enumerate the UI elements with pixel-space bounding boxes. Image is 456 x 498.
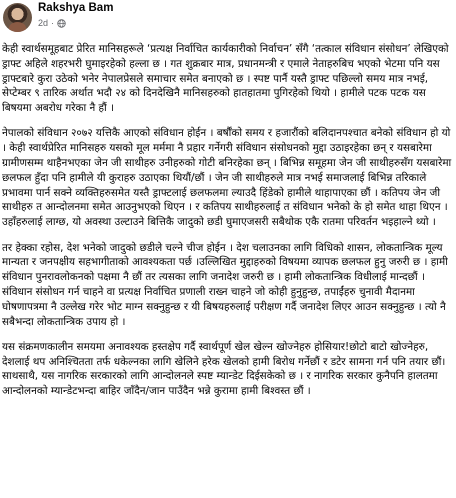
avatar[interactable] bbox=[3, 3, 32, 32]
post-header bbox=[0, 0, 456, 36]
author-name[interactable]: Rakshya Bam bbox=[38, 2, 114, 14]
post-paragraph: तर हेक्का रहोस, देश भनेको जादुको छडीले चल्ने चीज होईन । देश चलाउनका लागि विधिको शासन, लोकतान्त्रिक मूल्य मान्यता र जनपक्षीय सहभागीताको आवश्यकता पर्छ ।उल्लिखित मुद्दाहरुको विषयमा व्यापक छलफल हुनु जरुरी छ । हामी संविधान पुनरावलोकनको पक्षमा नै छौं तर त्यसका लागि जनादेश जरुरी छ । हामी लोकतान्त्रिक विधीलाई मान्दछौं । संविधान संसोधन गर्न चाहने वा प्रत्यक्ष निर्वाचित प्रणाली राख्न चाहने जो कोही हुनुहुन्छ, तपाईंहरु चुनावी मैदानमा घोषणापत्रमा नै उल्लेख गरेर भोट माग्न सक्नुहुन्छ र यी बिषयहरुलाई परीक्षण गर्दै जनादेश लिएर आउन सक्नुहुन्छ । त्यो नै सबैभन्दा लोकतान्त्रिक उपाय हो । bbox=[2, 241, 448, 328]
post-paragraph: नेपालको संविधान २०७२ यत्तिकै आएको संविधान होईन । बर्षौंको समय र हजारौंको बलिदानपश्चात बनेको संविधान हो यो । केही स्वार्थप्रेरित मानिसहरु यसको मूल मर्ममा नै प्रहार गर्नेगरी संविधान संसोधनको मुद्दा उठाइरहेका छन् र यसबारेमा ग्रामीणसम्म थाहैनभएका जेन जी साथीहरु उनीहरुको गोटी बनिरहेका छन् । बिभिन्न समूहमा जेन जी साथीहरुसँग यसबारेमा छलफल हुँदा पनि हामीले यी कुराहरु उठाएका थियौं/छौं । जेन जी साथीहरुले मात्र नभई समाजलाई बिभिन्न तरिकाले प्रभावमा पार्न सक्ने व्यक्तिहरुसमेत यस्तै ड्राफ्टलाई छलफलमा ल्याउदै हिंडेको हामीले थाहापाएका छौं । कतिपय जेन जी साथीहरु त आन्दोलनमा समेत आउनुभएको थिएन । र कतिपय साथीहरुलाई त संविधान भनेको के हो समेत थाहा थिएन । उहाँहरुलाई लाग्छ, यो अवस्था उल्टाउने बित्तिकै जादुको छडी घुमाएजसरी सबैथोक एकै रातमा परिवर्तन भइहाल्ने थ्यो । bbox=[2, 127, 452, 229]
meta-separator: · bbox=[51, 18, 55, 28]
post-paragraph: यस संक्रमणकालीन समयमा अनावश्यक हस्तक्षेप गर्दै स्वार्थपूर्ण खेल खेल्न खोज्नेहरु होसियार!छोटो बाटो खोज्नेहरु, देशलाई थप अनिश्चितता तर्फ धकेल्नका लागि खेलिने हरेक खेलको हामी बिरोध गर्नेछौं र डटेर सामना गर्न पनि तयार छौं।साथसाथै, यस नागरिक सरकारको लागि आन्दोलनले स्पष्ट म्यान्डेट दिईसकेको छ । र नागरिक सरकार कुनैपनि हालतमा आन्दोलनको म्यान्डेटभन्दा बाहिर जाँदैन/जान पाउँदैन भन्ने कुरामा हामी बिश्वस्त छौं । bbox=[2, 340, 446, 398]
post-paragraph: केही स्वार्थसमूहबाट प्रेरित मानिसहरूले ‘प्रत्यक्ष निर्वाचित कार्यकारीको निर्वाचन’ सँगै ‘तत्काल संविधान संसोधन’ लेखिएको ड्राफ्ट अहिले शहरभरी घुमाइरहेको हल्ला छ । गत शुक्रबार मात्र, प्रधानमन्त्री र एमाले नेताहरुबिच भएको भेटमा पनि यस ड्राफ्टबारे कुरा उठेको भनेर नेपालप्रेसले समाचार समेत बनाएको छ । स्पष्ट पार्नै यस्तै ड्राफ्ट पछिल्लो समय मात्र नभई, सेप्टेम्बर ९ तारिक अर्थात भदौ २४ को दिनदेखिनै मानिसहरुको हातहातमा पुगिरहेको थियो । हामीले पटक पटक यस बिषयमा अबरोध गरेका नै हौं । bbox=[2, 43, 449, 115]
post-body bbox=[2, 42, 454, 410]
post-time[interactable]: 2d bbox=[38, 18, 49, 28]
globe-icon bbox=[57, 19, 66, 28]
post-meta bbox=[38, 18, 66, 28]
